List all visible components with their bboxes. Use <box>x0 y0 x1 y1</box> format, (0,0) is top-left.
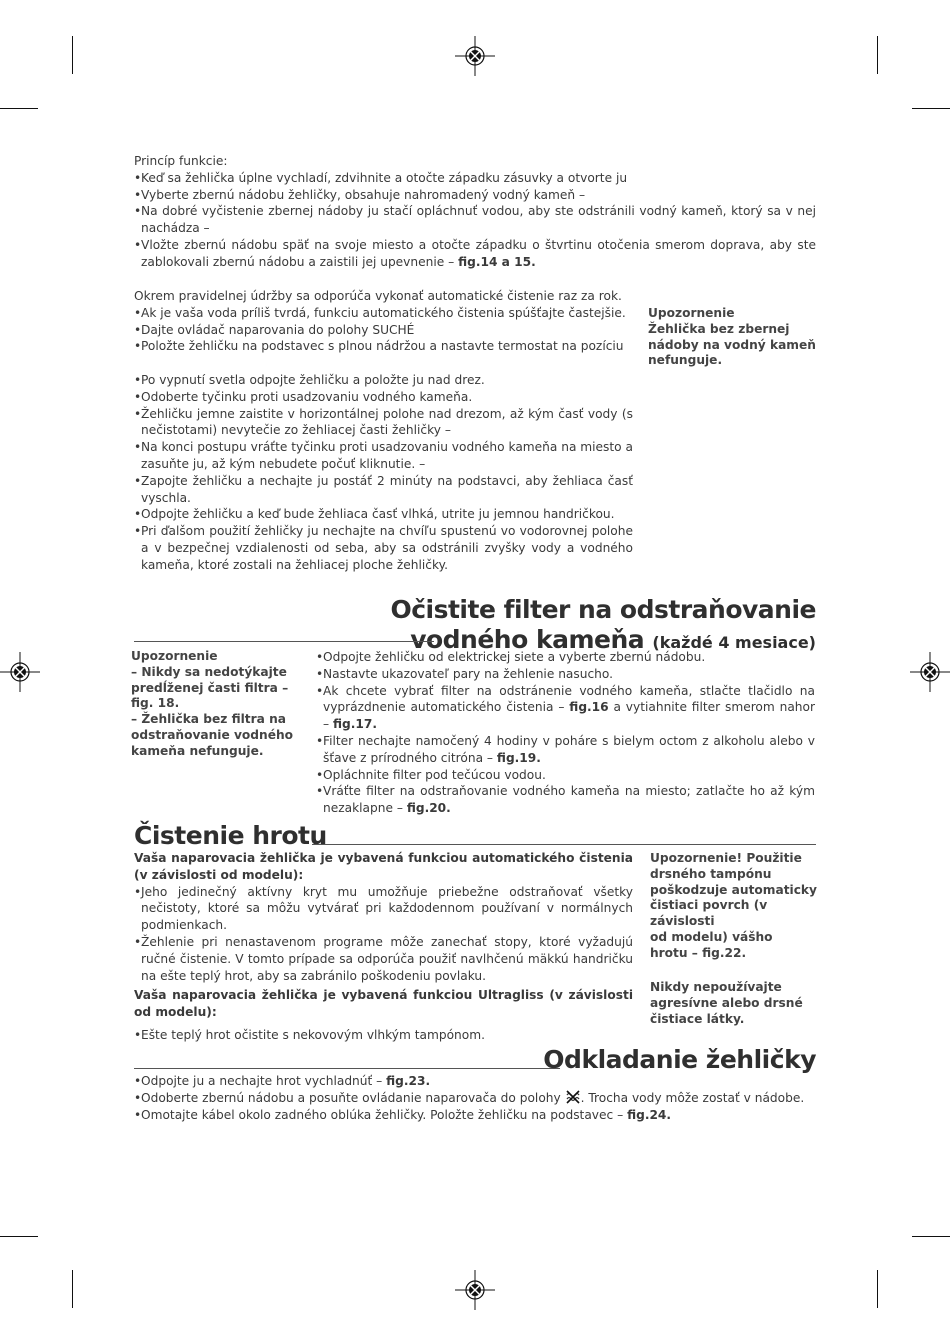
list-item: • Jeho jedinečný aktívny kryt mu umožňuje priebežne odstraňovať všetky nečistoty, ktoré sa môžu vytvárať pri každodennom používaní v normálnych podmienkach. <box>134 884 633 934</box>
filter-list <box>316 649 815 817</box>
storage-section-title: Odkladanie žehličky <box>543 1045 816 1074</box>
list-item: • Opláchnite filter pod tečúcou vodou. <box>316 767 815 784</box>
list-item: • Filter nechajte namočený 4 hodiny v poháre s bielym octom z alkoholu alebo v šťave z prírodného citróna – fig.19. <box>316 733 815 767</box>
list-item: • Keď sa žehlička úplne vychladí, zdvihnite a otočte západku zásuvky a otvorte ju <box>134 170 816 187</box>
fig-reference: fig.23. <box>386 1074 431 1088</box>
principle-list <box>134 170 816 271</box>
list-item: • Po vypnutí svetla odpojte žehličku a položte ju nad drez. <box>134 372 633 389</box>
no-steam-icon <box>565 1090 581 1104</box>
fig-reference: fig.16 <box>569 700 609 715</box>
registration-mark-icon <box>910 652 950 692</box>
tip-section-title: Čistenie hrotu <box>134 821 327 850</box>
filter-title-rule <box>134 641 434 642</box>
storage-steps <box>134 1073 824 1123</box>
list-item: • Nastavte ukazovateľ pary na žehlenie nasucho. <box>316 666 815 683</box>
principle-heading: Princíp funkcie: <box>134 154 228 168</box>
fig-reference: fig.17. <box>332 717 377 732</box>
auto-clean-warning-note: Upozornenie Žehlička bez zbernej nádoby na vodný kameň nefunguje. <box>648 306 816 368</box>
registration-mark-icon <box>455 36 495 76</box>
filter-section-title: Očistite filter na odstraňovanie vodného kameňa (každé 4 mesiace) <box>390 595 816 654</box>
tip-content <box>134 850 633 1044</box>
list-item: • Odpojte ju a nechajte hrot vychladnúť – fig.23. <box>134 1073 824 1090</box>
auto-clean-list-a <box>134 305 633 355</box>
list-item: • Omotajte kábel okolo zadného oblúka žehličky. Položte žehličku na podstavec – fig.24. <box>134 1107 824 1124</box>
list-item: • Položte žehličku na podstavec s plnou nádržou a nastavte termostat na pozíciu <box>134 338 633 355</box>
list-item: • Dajte ovládač naparovania do polohy SUCHÉ <box>134 322 633 339</box>
list-item: • Vráťte filter na odstraňovanie vodného kameňa na miesto; zatlačte ho až kým nezaklapne – fig.20. <box>316 783 815 817</box>
list-item: • Odpojte žehličku a keď bude žehliaca časť vlhká, utrite ju jemnou handričkou. <box>134 506 633 523</box>
auto-clean-section <box>134 288 633 574</box>
list-item: • Odoberte tyčinku proti usadzovaniu vodného kameňa. <box>134 389 633 406</box>
auto-clean-list-b <box>134 372 633 574</box>
list-item: • Odoberte zbernú nádobu a posuňte ovládanie naparovača do polohy . Trocha vody môže zostať v nádobe. <box>134 1090 824 1107</box>
list-item: • Na dobré vyčistenie zbernej nádoby ju stačí opláchnuť vodou, aby ste odstránili vodný kameň, ktorý sa v nej nachádza – <box>134 203 816 237</box>
fig-reference: fig.20. <box>406 801 451 816</box>
tip-subheading: Vaša naparovacia žehlička je vybavená funkciou automatického čistenia (v závislosti od modelu): <box>134 851 633 882</box>
list-item: • Vložte zbernú nádobu späť na svoje miesto a otočte západku o štvrtinu otočenia smerom doprava, aby ste zablokovali zbernú nádobu a zaistili jej upevnenie – fig.14 a 15. <box>134 237 816 271</box>
list-item: • Žehlenie pri nenastavenom programe môže zanechať stopy, ktoré vyžadujú ručné čistenie. V tomto prípade sa odporúča použiť navlhčenú mäkkú handričku na ešte teplý hrot, aby sa zabránilo poškodeniu povlaku. <box>134 934 633 984</box>
list-item: • Vyberte zbernú nádobu žehličky, obsahuje nahromadený vodný kameň – <box>134 187 816 204</box>
registration-mark-icon <box>0 652 40 692</box>
auto-clean-intro: Okrem pravidelnej údržby sa odporúča vykonať automatické čistenie raz za rok. <box>134 289 622 303</box>
tip-list-1 <box>134 884 633 985</box>
registration-mark-icon <box>455 1270 495 1310</box>
tip-title-rule <box>312 844 816 845</box>
tip-caution-note: Nikdy nepoužívajte agresívne alebo drsné čistiace látky. <box>650 980 803 1026</box>
storage-list <box>134 1073 824 1123</box>
list-item: • Odpojte žehličku od elektrickej siete a vyberte zbernú nádobu. <box>316 649 815 666</box>
storage-title-rule <box>134 1068 560 1069</box>
fig-reference: fig.19. <box>496 750 541 765</box>
filter-warning-note: Upozornenie – Nikdy sa nedotýkajte predĺženej časti filtra – fig. 18. – Žehlička bez filtra na odstraňovanie vodného kameňa nefunguje. <box>131 649 294 758</box>
list-item: • Zapojte žehličku a nechajte ju postáť 2 minúty na podstavci, aby žehliaca časť vyschla. <box>134 473 633 507</box>
list-item: • Pri ďalšom použití žehličky ju nechajte na chvíľu spustenú vo vodorovnej polohe a v bezpečnej vzdialenosti od seba, aby sa odstránili zvyšky vody a vodného kameňa, ktoré zostali na žehliacej ploche žehličky. <box>134 523 633 573</box>
fig-reference: fig.14 a 15. <box>458 254 536 269</box>
list-item: • Ešte teplý hrot očistite s nekovovým vlhkým tampónom. <box>134 1027 633 1044</box>
principle-section <box>134 153 816 271</box>
list-item: • Ak je vaša voda príliš tvrdá, funkciu automatického čistenia spúšťajte častejšie. <box>134 305 633 322</box>
list-item: • Na konci postupu vráťte tyčinku proti usadzovaniu vodného kameňa na miesto a zasuňte ju, až kým nebudete počuť kliknutie. – <box>134 439 633 473</box>
tip-subheading: Vaša naparovacia žehlička je vybavená funkciou Ultragliss (v závislosti od modelu): <box>134 988 633 1020</box>
list-item: • Žehličku jemne zaistite v horizontálnej polohe nad drezom, až kým časť vody (s nečistotami) nevytečie zo žehliacej časti žehličky – <box>134 406 633 440</box>
list-item: • Ak chcete vybrať filter na odstránenie vodného kameňa, stlačte tlačidlo na vyprázdnenie automatického čistenia – fig.16 a vytiahnite filter smerom nahor – fig.17. <box>316 683 815 733</box>
tip-warning-note: Upozornenie! Použitie drsného tampónu poškodzuje automaticky čistiaci povrch (v závislosti od modelu) vášho hrotu – fig.22. <box>650 851 817 960</box>
tip-list-2 <box>134 1027 633 1044</box>
filter-steps <box>316 649 815 817</box>
fig-reference: fig.24. <box>627 1107 672 1122</box>
